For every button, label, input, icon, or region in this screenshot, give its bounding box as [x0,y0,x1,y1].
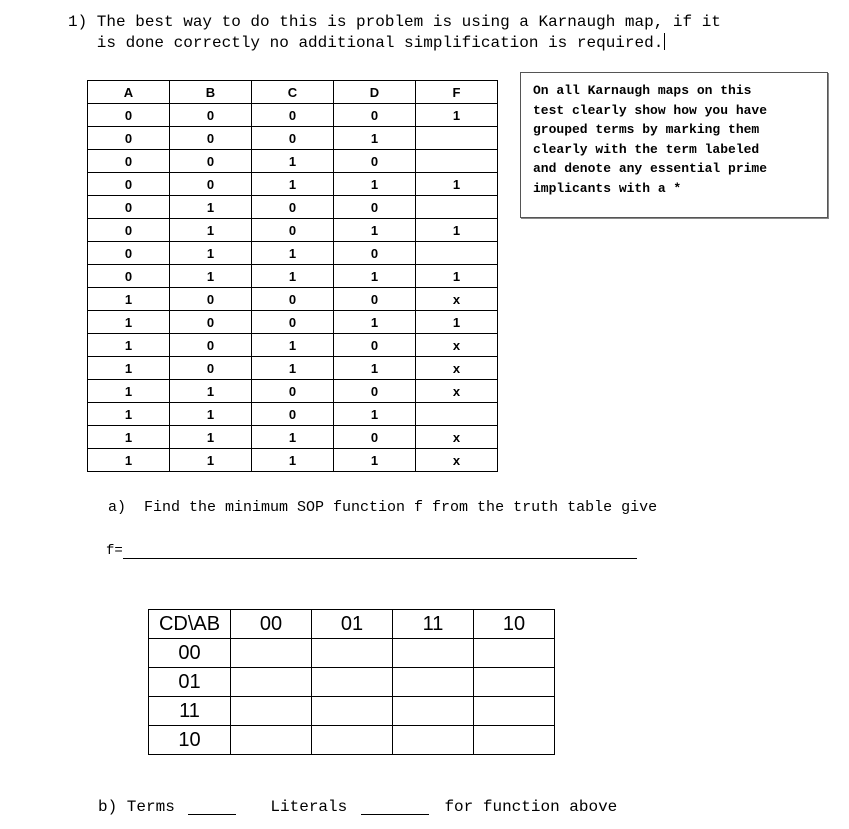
truth-table-cell-d: 1 [334,357,416,380]
kmap-row-header: 11 [149,697,231,726]
truth-table-cell-d: 0 [334,104,416,127]
truth-table-cell-c: 1 [252,265,334,288]
truth-table-cell-c: 1 [252,242,334,265]
truth-table-cell-b: 1 [170,265,252,288]
note-line: and denote any essential prime [533,161,768,176]
truth-table-cell-f: 1 [416,173,498,196]
truth-table-cell-b: 1 [170,380,252,403]
question-line-2 [68,33,665,52]
truth-table-cell-a: 1 [88,403,170,426]
truth-table-cell-f [416,127,498,150]
truth-table-cell-c: 1 [252,334,334,357]
table-row [88,173,498,196]
kmap-column-header: 10 [474,610,555,639]
truth-table-cell-b: 1 [170,196,252,219]
truth-table-cell-f: 1 [416,104,498,127]
truth-table-cell-b: 1 [170,449,252,472]
table-row [88,426,498,449]
truth-table-cell-a: 1 [88,357,170,380]
truth-table-cell-d: 1 [334,127,416,150]
kmap-cell[interactable] [231,639,312,668]
truth-table-cell-d: 1 [334,219,416,242]
kmap-cell[interactable] [474,668,555,697]
kmap-column-header: 00 [231,610,312,639]
truth-table-cell-a: 0 [88,104,170,127]
truth-table-cell-c: 1 [252,449,334,472]
note-line: clearly with the term labeled [533,141,760,157]
truth-table-cell-b: 0 [170,150,252,173]
kmap-cell[interactable] [393,726,474,755]
kmap-cell[interactable] [312,726,393,755]
truth-table-cell-b: 0 [170,288,252,311]
truth-table-cell-d: 0 [334,242,416,265]
truth-table-cell-f: x [416,449,498,472]
kmap-row [149,639,555,668]
truth-table-cell-a: 0 [88,150,170,173]
kmap-corner-label: CD\AB [149,610,231,639]
truth-table-header-row [88,81,498,104]
kmap-row-header: 10 [149,726,231,755]
truth-table-cell-c: 0 [252,219,334,242]
truth-table-cell-d: 1 [334,449,416,472]
truth-table-cell-a: 0 [88,265,170,288]
truth-table-cell-c: 1 [252,357,334,380]
table-row [88,104,498,127]
truth-table-cell-b: 0 [170,173,252,196]
truth-table-cell-d: 1 [334,173,416,196]
truth-table-cell-d: 1 [334,265,416,288]
truth-table-cell-a: 1 [88,449,170,472]
truth-table-cell-b: 0 [170,127,252,150]
truth-table-cell-f: x [416,357,498,380]
truth-table-cell-a: 0 [88,173,170,196]
kmap-row [149,726,555,755]
question-line-2-text: is done correctly no additional simplification is required. [68,34,664,52]
terms-blank[interactable] [188,800,236,815]
truth-table-cell-f [416,403,498,426]
part-b-terms-label: b) Terms [98,798,175,816]
truth-table-cell-c: 0 [252,127,334,150]
table-row [88,150,498,173]
truth-table-cell-f: 1 [416,311,498,334]
truth-table-cell-d: 0 [334,426,416,449]
note-line: grouped terms by marking them [533,122,760,137]
table-row [88,219,498,242]
instruction-note-box [520,72,828,218]
f-label: f= [106,543,123,559]
truth-table-header-a: A [88,81,170,104]
truth-table-cell-b: 1 [170,219,252,242]
part-b-literals-label: Literals [270,798,348,816]
kmap-cell[interactable] [474,697,555,726]
table-row [88,265,498,288]
kmap-row [149,697,555,726]
truth-table-cell-f: x [416,288,498,311]
truth-table-cell-a: 0 [88,196,170,219]
truth-table-header-c: C [252,81,334,104]
truth-table-cell-a: 1 [88,380,170,403]
table-row [88,449,498,472]
truth-table-cell-d: 0 [334,288,416,311]
table-row [88,288,498,311]
table-row [88,127,498,150]
truth-table-cell-d: 0 [334,334,416,357]
truth-table-body [88,104,498,472]
truth-table-cell-c: 1 [252,150,334,173]
truth-table-cell-b: 1 [170,426,252,449]
truth-table-cell-f: x [416,380,498,403]
truth-table-cell-c: 0 [252,196,334,219]
truth-table-cell-f: x [416,426,498,449]
truth-table-cell-f: x [416,334,498,357]
truth-table-cell-b: 1 [170,403,252,426]
truth-table-cell-c: 0 [252,311,334,334]
truth-table-cell-c: 0 [252,288,334,311]
table-row [88,334,498,357]
table-row [88,311,498,334]
question-line-1: 1) The best way to do this is problem is using a Karnaugh map, if it [68,13,721,31]
truth-table-cell-b: 0 [170,311,252,334]
table-row [88,357,498,380]
truth-table-cell-a: 0 [88,242,170,265]
kmap-row [149,668,555,697]
kmap-column-header: 11 [393,610,474,639]
truth-table-cell-a: 1 [88,334,170,357]
truth-table-cell-b: 0 [170,104,252,127]
truth-table-cell-b: 0 [170,357,252,380]
truth-table-cell-f: 1 [416,265,498,288]
kmap-row-header: 01 [149,668,231,697]
note-line: On all Karnaugh maps on this [533,83,752,98]
truth-table-cell-d: 0 [334,196,416,219]
table-row [88,242,498,265]
table-row [88,380,498,403]
truth-table-cell-d: 0 [334,150,416,173]
kmap-column-header: 01 [312,610,393,639]
note-line: test clearly show how you have [533,102,768,118]
truth-table-cell-d: 1 [334,311,416,334]
kmap-cell[interactable] [231,697,312,726]
truth-table-cell-b: 1 [170,242,252,265]
f-answer-line[interactable] [123,558,637,559]
truth-table-header-d: D [334,81,416,104]
truth-table-cell-c: 0 [252,380,334,403]
kmap-cell[interactable] [312,639,393,668]
part-a-prompt: a) Find the minimum SOP function f from the truth table give [108,499,658,516]
truth-table-cell-c: 0 [252,104,334,127]
karnaugh-map [148,609,555,755]
truth-table-cell-a: 1 [88,426,170,449]
truth-table-cell-c: 1 [252,426,334,449]
truth-table-header-f: F [416,81,498,104]
text-cursor [664,33,665,50]
truth-table-cell-f [416,196,498,219]
truth-table-cell-d: 0 [334,380,416,403]
kmap-row-header: 00 [149,639,231,668]
kmap-cell[interactable] [474,639,555,668]
truth-table-cell-f: 1 [416,219,498,242]
truth-table-cell-a: 0 [88,127,170,150]
table-row [88,196,498,219]
part-b-suffix: for function above [444,798,618,816]
truth-table-cell-d: 1 [334,403,416,426]
kmap-cell[interactable] [312,697,393,726]
kmap-cell[interactable] [231,668,312,697]
table-row [88,403,498,426]
truth-table-cell-a: 0 [88,219,170,242]
truth-table-cell-f [416,150,498,173]
kmap-cell[interactable] [393,668,474,697]
truth-table-header-b: B [170,81,252,104]
truth-table [87,80,498,472]
truth-table-cell-a: 1 [88,288,170,311]
kmap-cell[interactable] [474,726,555,755]
kmap-cell[interactable] [393,697,474,726]
truth-table-cell-f [416,242,498,265]
kmap-header-row [149,610,555,639]
truth-table-cell-c: 1 [252,173,334,196]
kmap-cell[interactable] [231,726,312,755]
kmap-cell[interactable] [312,668,393,697]
literals-blank[interactable] [361,800,429,815]
truth-table-cell-c: 0 [252,403,334,426]
kmap-cell[interactable] [393,639,474,668]
truth-table-cell-b: 0 [170,334,252,357]
note-line: implicants with a * [533,180,682,196]
truth-table-cell-a: 1 [88,311,170,334]
part-b-line [98,798,617,816]
